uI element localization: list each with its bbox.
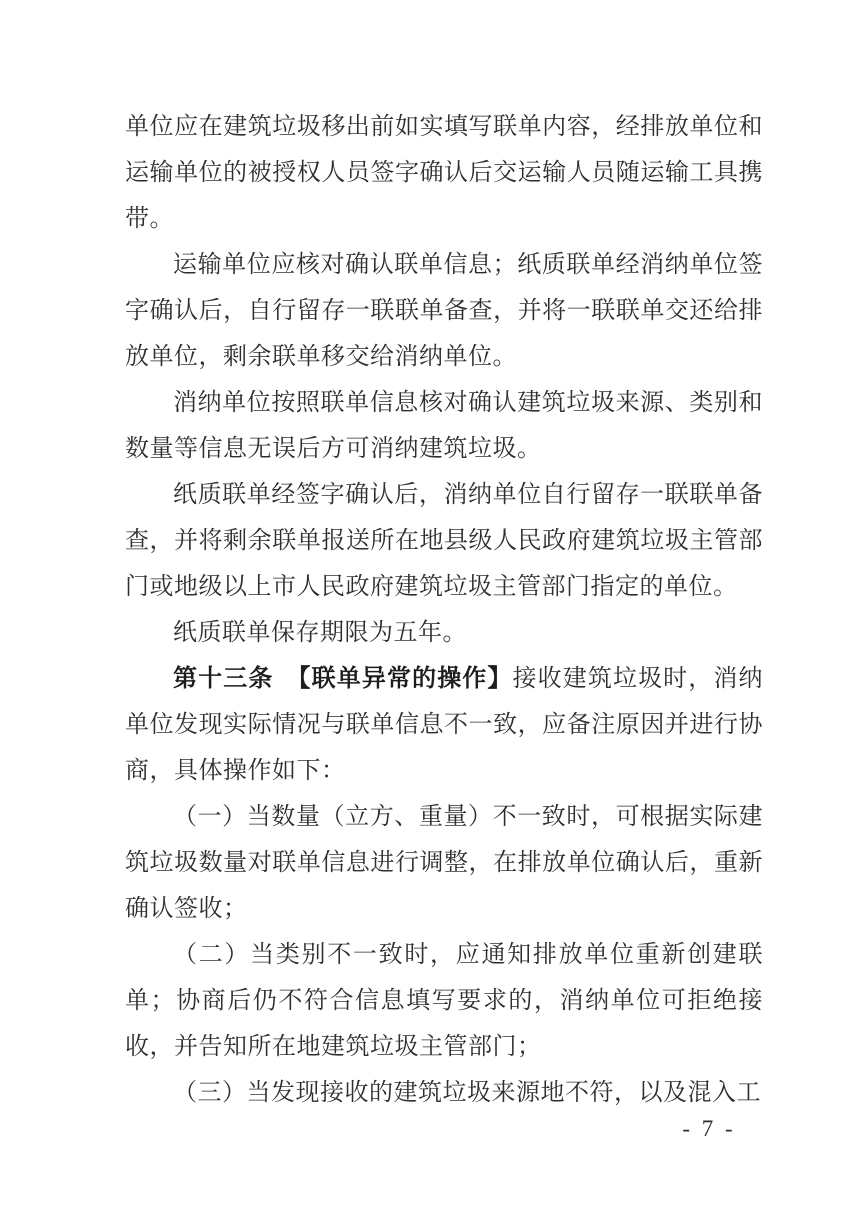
page-number: - 7 - (682, 1116, 736, 1141)
paragraph-item-1-quantity-mismatch: （一）当数量（立方、重量）不一致时，可根据实际建筑垃圾数量对联单信息进行调整，在排放单位确认后，重新确认签收； (125, 804, 763, 922)
article-13-body: 接收建筑垃圾时，消纳单位发现实际情况与联单信息不一致，应备注原因并进行协商，具体操作如下： (125, 666, 764, 784)
paragraph-item-3-origin-mismatch: （三）当发现接收的建筑垃圾来源地不符，以及混入工 (173, 1080, 761, 1106)
paragraph-article-13 (125, 656, 763, 794)
paragraph-paper-form-submission: 纸质联单经签字确认后，消纳单位自行留存一联联单备查，并将剩余联单报送所在地县级人民政府建筑垃圾主管部门或地级以上市人民政府建筑垃圾主管部门指定的单位。 (125, 482, 763, 600)
paragraph-item-2-category-mismatch: （二）当类别不一致时，应通知排放单位重新创建联单；协商后仍不符合信息填写要求的，消纳单位可拒绝接收，并告知所在地建筑垃圾主管部门； (125, 942, 763, 1060)
paragraph-transport-unit-verification: 运输单位应核对确认联单信息；纸质联单经消纳单位签字确认后，自行留存一联联单备查，并将一联联单交还给排放单位，剩余联单移交给消纳单位。 (125, 252, 763, 370)
paragraph-retention-period: 纸质联单保存期限为五年。 (173, 620, 467, 646)
document-body (125, 104, 763, 1116)
paragraph-disposal-unit-verification: 消纳单位按照联单信息核对确认建筑垃圾来源、类别和数量等信息无误后方可消纳建筑垃圾。 (125, 390, 763, 462)
article-13-heading: 第十三条 【联单异常的操作】 (173, 666, 513, 692)
paragraph-carryover: 单位应在建筑垃圾移出前如实填写联单内容，经排放单位和运输单位的被授权人员签字确认后交运输人员随运输工具携带。 (125, 114, 763, 232)
